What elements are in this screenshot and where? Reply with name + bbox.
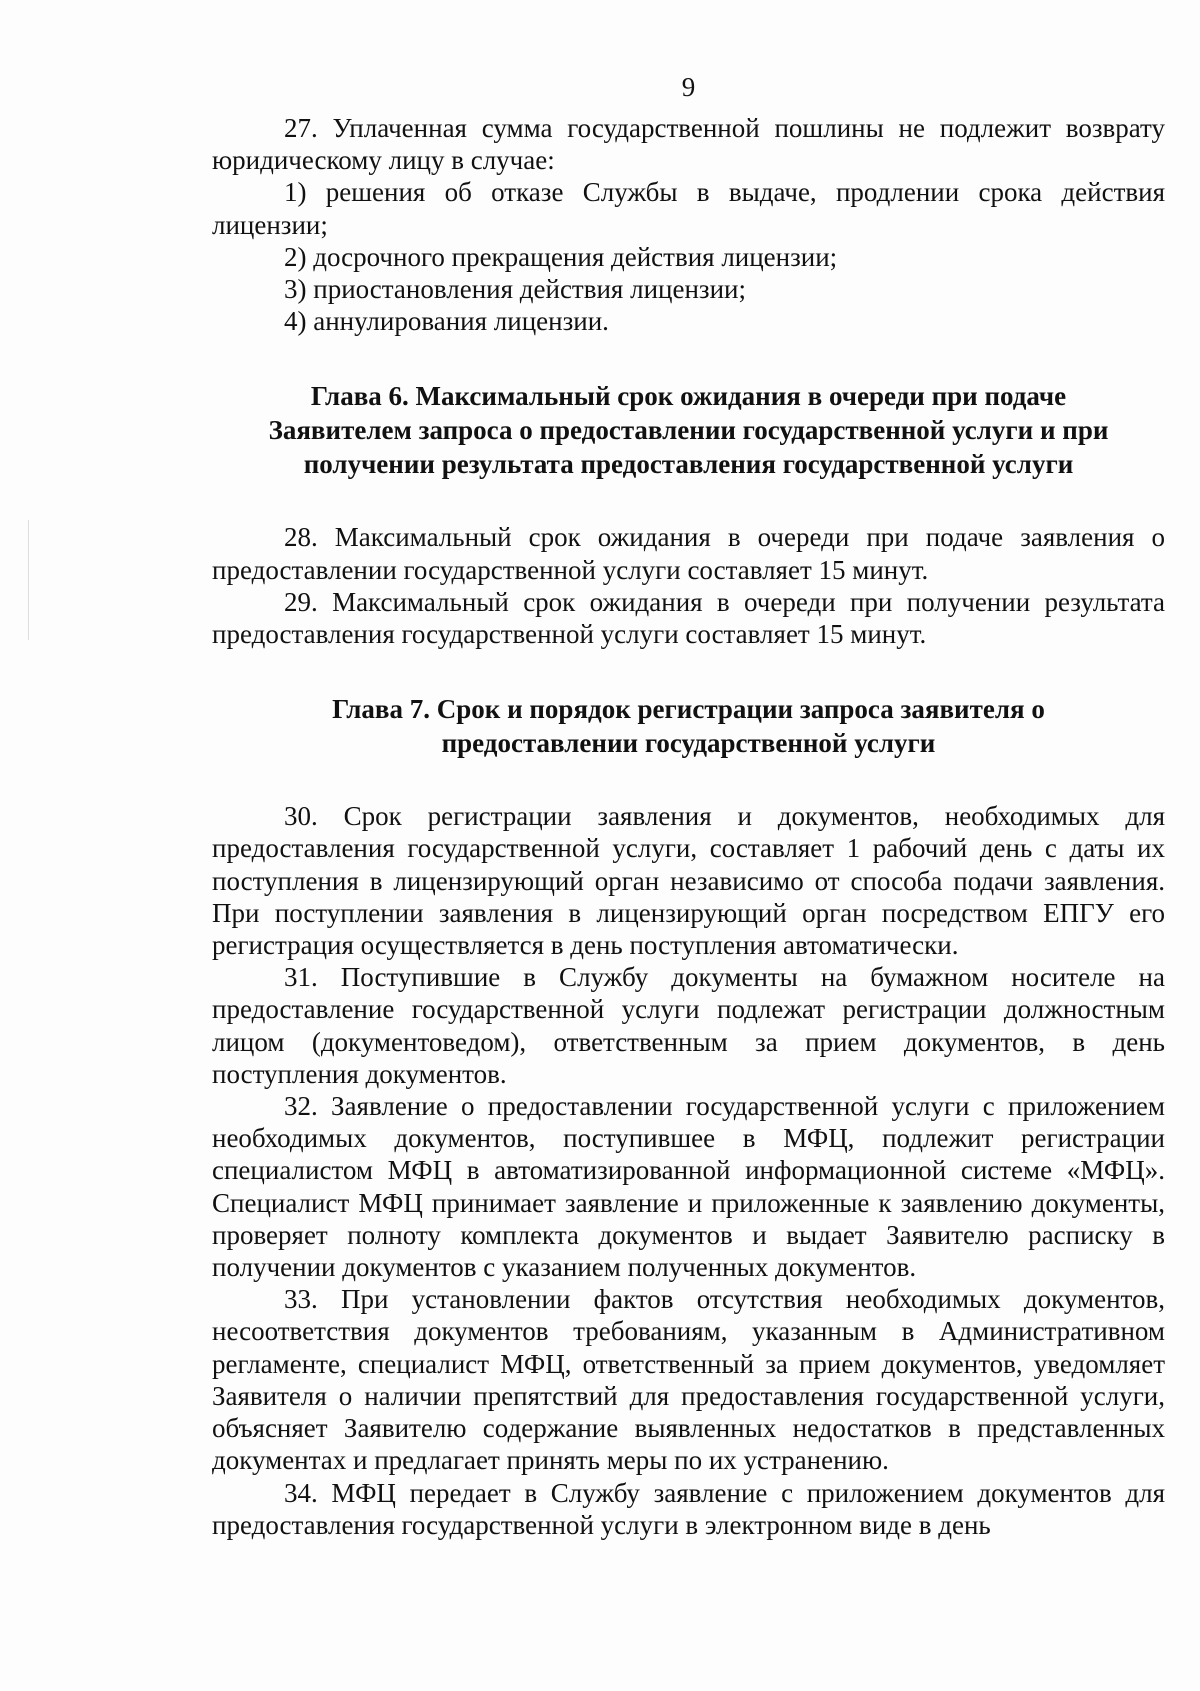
chapter-7-heading xyxy=(212,692,1165,760)
paragraph-31: 31. Поступившие в Службу документы на бумажном носителе на предоставление государственной услуги подлежат регистрации должностным лицом (документоведом), ответственным за прием документов, в день поступления документов. xyxy=(212,962,1165,1089)
paragraph-33: 33. При установлении фактов отсутствия необходимых документов, несоответствия документов требованиям, указанным в Административном регламенте, специалист МФЦ, ответственный за прием документов, уведомляет Заявителя о наличии препятствий для предоставления государственной услуги, объясняет Заявителю содержание выявленных недостатков в представленных документах и предлагает принять меры по их устранению. xyxy=(212,1284,1165,1476)
heading-line: Заявителем запроса о предоставлении государственной услуги и при xyxy=(268,415,1109,446)
heading-line: Глава 7. Срок и порядок регистрации запроса заявителя о xyxy=(332,694,1045,725)
list-item: 3) приостановления действия лицензии; xyxy=(284,274,746,305)
list-item: 4) аннулирования лицензии. xyxy=(284,306,609,337)
chapter-6-heading xyxy=(212,379,1165,481)
scan-edge-mark xyxy=(28,520,29,640)
paragraph-27: 27. Уплаченная сумма государственной пошлины не подлежит возврату юридическому лицу в случае: xyxy=(212,113,1165,176)
paragraph-28: 28. Максимальный срок ожидания в очереди при подаче заявления о предоставлении государственной услуги составляет 15 минут. xyxy=(212,522,1165,585)
heading-line: Глава 6. Максимальный срок ожидания в очереди при подаче xyxy=(310,381,1067,412)
page-number: 9 xyxy=(681,72,696,102)
list-item: 2) досрочного прекращения действия лицензии; xyxy=(284,241,838,272)
heading-line: получении результата предоставления государственной услуги xyxy=(303,449,1074,480)
heading-line: предоставлении государственной услуги xyxy=(441,728,936,759)
page-content xyxy=(212,70,1165,1541)
paragraph-32: 32. Заявление о предоставлении государственной услуги с приложением необходимых документов, поступившее в МФЦ, подлежит регистрации специалистом МФЦ в автоматизированной информационной системе «МФЦ». Специалист МФЦ принимает заявление и приложенные к заявлению документы, проверяет полноту комплекта документов и выдает Заявителю расписку в получении документов с указанием полученных документов. xyxy=(212,1091,1165,1283)
paragraph-30: 30. Срок регистрации заявления и документов, необходимых для предоставления государственной услуги, составляет 1 рабочий день с даты их поступления в лицензирующий орган независимо от способа подачи заявления. При поступлении заявления в лицензирующий орган посредством ЕПГУ его регистрация осуществляется в день поступления автоматически. xyxy=(212,801,1165,961)
list-item: 1) решения об отказе Службы в выдаче, продлении срока действия лицензии; xyxy=(212,177,1165,240)
paragraph-29: 29. Максимальный срок ожидания в очереди при получении результата предоставления государственной услуги составляет 15 минут. xyxy=(212,586,1165,650)
paragraph-34: 34. МФЦ передает в Службу заявление с приложением документов для предоставления государственной услуги в электронном виде в день xyxy=(212,1477,1165,1540)
